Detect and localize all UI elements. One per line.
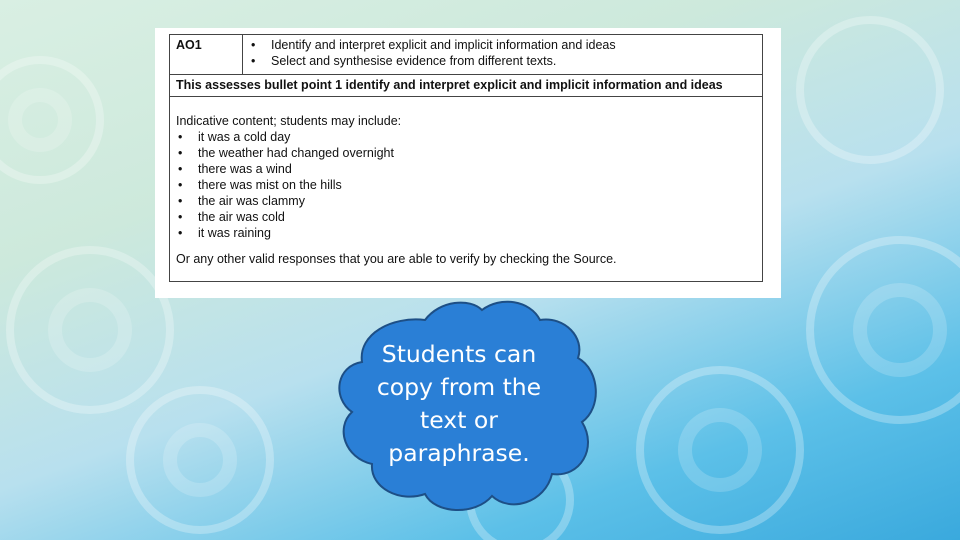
ao-bullet: • Select and synthesise evidence from different texts. (249, 53, 756, 69)
list-item: • the weather had changed overnight (176, 145, 756, 161)
closing-note: Or any other valid responses that you are able to verify by checking the Source. (176, 252, 617, 267)
list-item: • it was raining (176, 225, 756, 241)
list-item: • the air was cold (176, 209, 756, 225)
callout-text (368, 338, 550, 470)
list-item: • the air was clammy (176, 193, 756, 209)
content-row (170, 97, 763, 282)
mark-scheme-table (169, 34, 763, 282)
callout-line: Students can (381, 340, 537, 368)
ao-code: AO1 (170, 35, 243, 75)
assessment-row (170, 74, 763, 96)
mark-scheme-image (155, 28, 781, 298)
list-item: • it was a cold day (176, 129, 756, 145)
assessment-text: This assesses bullet point 1 identify and interpret explicit and implicit information and ideas (170, 74, 763, 96)
list-item: • there was mist on the hills (176, 177, 756, 193)
ao-objectives (243, 35, 763, 75)
ao-row (170, 35, 763, 75)
list-item: • there was a wind (176, 161, 756, 177)
callout-line: text or (420, 406, 498, 434)
indicative-list (176, 129, 756, 241)
callout-line: paraphrase. (388, 439, 530, 467)
indicative-content (170, 97, 763, 282)
callout-line: copy from the (376, 373, 542, 401)
ao-bullet: • Identify and interpret explicit and implicit information and ideas (249, 37, 756, 53)
indicative-heading: Indicative content; students may include: (176, 114, 402, 129)
